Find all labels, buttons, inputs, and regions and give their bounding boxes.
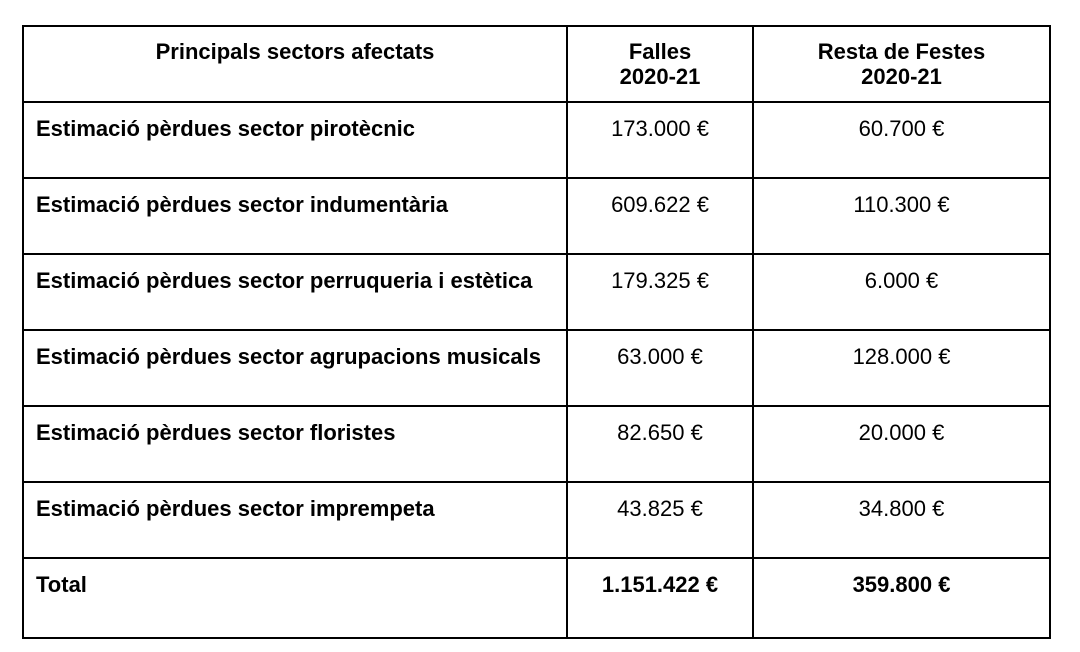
total-label: Total [23, 558, 567, 638]
header-resta-line-1: Resta de Festes [817, 39, 986, 64]
header-resta [753, 26, 1050, 102]
total-resta-value: 359.800 € [753, 558, 1050, 638]
row-resta-value: 110.300 € [753, 178, 1050, 254]
table-row [23, 254, 1050, 330]
total-row [23, 558, 1050, 638]
row-label: Estimació pèrdues sector indumentària [23, 178, 567, 254]
row-label: Estimació pèrdues sector agrupacions musicals [23, 330, 567, 406]
row-label: Estimació pèrdues sector perruqueria i estètica [23, 254, 567, 330]
header-falles-line-1: Falles [628, 39, 692, 64]
row-resta-value: 6.000 € [753, 254, 1050, 330]
table-row [23, 482, 1050, 558]
row-resta-value: 60.700 € [753, 102, 1050, 178]
total-falles-value: 1.151.422 € [567, 558, 753, 638]
row-falles-value: 63.000 € [567, 330, 753, 406]
row-label: Estimació pèrdues sector floristes [23, 406, 567, 482]
table-row [23, 102, 1050, 178]
row-falles-value: 173.000 € [567, 102, 753, 178]
row-falles-value: 82.650 € [567, 406, 753, 482]
table-row [23, 178, 1050, 254]
header-sector [23, 26, 567, 102]
row-falles-value: 43.825 € [567, 482, 753, 558]
row-resta-value: 20.000 € [753, 406, 1050, 482]
row-resta-value: 34.800 € [753, 482, 1050, 558]
row-falles-value: 609.622 € [567, 178, 753, 254]
row-label: Estimació pèrdues sector pirotècnic [23, 102, 567, 178]
table-row [23, 330, 1050, 406]
header-falles-line-2: 2020-21 [619, 64, 701, 89]
row-falles-value: 179.325 € [567, 254, 753, 330]
table-row [23, 406, 1050, 482]
header-sector-label: Principals sectors afectats [155, 39, 435, 64]
table-header-row [23, 26, 1050, 102]
row-resta-value: 128.000 € [753, 330, 1050, 406]
header-falles [567, 26, 753, 102]
row-label: Estimació pèrdues sector imprempeta [23, 482, 567, 558]
header-resta-line-2: 2020-21 [861, 64, 942, 89]
losses-table [22, 25, 1051, 639]
